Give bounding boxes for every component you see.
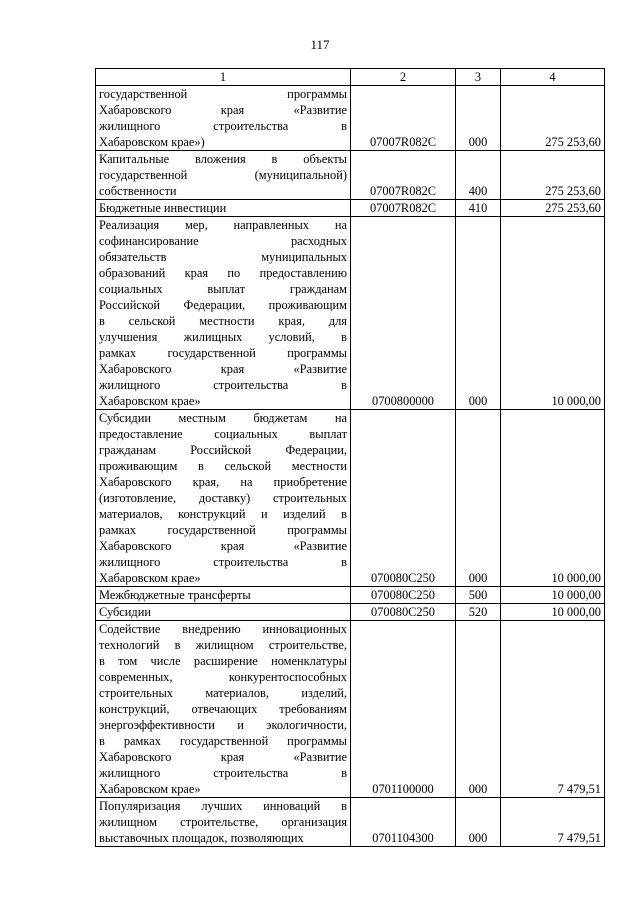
row-description [96,604,351,621]
table-row [96,86,605,151]
row-amount: 275 253,60 [501,151,605,200]
description-line: жилищного строительства в [99,119,347,133]
description-line: Капитальные вложения в объекты [99,152,347,166]
description-line: в сельской местности края, для [99,314,347,328]
description-line: Хабаровском крае» [99,782,201,796]
description-line: выставочных площадок, позволяющих [99,831,304,845]
header-col-2: 2 [351,69,456,86]
row-expense-type: 000 [456,798,501,847]
row-expense-type: 400 [456,151,501,200]
row-expense-type: 410 [456,200,501,217]
description-line: Хабаровском крае») [99,135,205,149]
row-target-code: 07007R082C [351,151,456,200]
row-amount: 10 000,00 [501,217,605,410]
row-expense-type: 000 [456,217,501,410]
description-line: Межбюджетные трансферты [99,588,251,602]
row-target-code: 0701104300 [351,798,456,847]
row-description [96,798,351,847]
table-row [96,217,605,410]
description-line: рамках государственной программы [99,523,347,537]
description-line: Хабаровского края, на приобретение [99,475,347,489]
row-description [96,86,351,151]
description-line: Реализация мер, направленных на [99,218,347,232]
row-target-code: 07007R082C [351,86,456,151]
table-row [96,798,605,847]
description-line: (изготовление, доставку) строительных [99,491,347,505]
description-line: Российской Федерации, проживающим [99,298,347,312]
description-line: материалов, конструкций и изделий в [99,507,347,521]
row-description [96,587,351,604]
table-row [96,621,605,798]
row-expense-type: 000 [456,621,501,798]
row-description [96,621,351,798]
row-description [96,151,351,200]
row-description [96,217,351,410]
description-line: государственной программы [99,87,347,101]
table-row [96,151,605,200]
row-expense-type: 520 [456,604,501,621]
page-number: 117 [310,37,330,52]
row-amount: 10 000,00 [501,587,605,604]
budget-table [95,68,605,847]
row-target-code: 070080С250 [351,410,456,587]
description-line: собственности [99,184,177,198]
description-line: жилищного строительства в [99,766,347,780]
description-line: софинансирование расходных [99,234,347,248]
row-amount: 275 253,60 [501,200,605,217]
description-line: жилищного строительства в [99,378,347,392]
description-line: энергоэффективности и экологичности, [99,718,347,732]
description-line: государственной (муниципальной) [99,168,347,182]
description-line: Субсидии местным бюджетам на [99,411,347,425]
table-header [96,69,605,86]
row-amount: 7 479,51 [501,621,605,798]
description-line: Бюджетные инвестиции [99,201,227,215]
header-col-3: 3 [456,69,501,86]
description-line: обязательств муниципальных [99,250,347,264]
description-line: строительных материалов, изделий, [99,686,347,700]
table-row [96,410,605,587]
description-line: в рамках государственной программы [99,734,347,748]
description-line: Содействие внедрению инновационных [99,622,347,636]
row-expense-type: 000 [456,86,501,151]
row-amount: 10 000,00 [501,410,605,587]
header-row [96,69,605,86]
description-line: Хабаровском крае» [99,394,201,408]
description-line: Хабаровского края «Развитие [99,539,347,553]
description-line: образований края по предоставлению [99,266,347,280]
description-line: Хабаровского края «Развитие [99,750,347,764]
description-line: в том числе расширение номенклатуры [99,654,347,668]
description-line: жилищном строительстве, организация [99,815,347,829]
row-target-code: 07007R082C [351,200,456,217]
row-description [96,410,351,587]
row-amount: 7 479,51 [501,798,605,847]
description-line: конструкций, отвечающих требованиям [99,702,347,716]
description-line: Популяризация лучших инноваций в [99,799,347,813]
header-col-4: 4 [501,69,605,86]
row-expense-type: 500 [456,587,501,604]
row-amount: 10 000,00 [501,604,605,621]
description-line: Хабаровского края «Развитие [99,103,347,117]
description-line: жилищного строительства в [99,555,347,569]
header-col-1: 1 [96,69,351,86]
row-target-code: 070080С250 [351,604,456,621]
description-line: предоставление социальных выплат [99,427,347,441]
table-body [96,86,605,847]
row-target-code: 070080С250 [351,587,456,604]
description-line: Хабаровском крае» [99,571,201,585]
description-line: Хабаровского края «Развитие [99,362,347,376]
table-row [96,200,605,217]
row-amount: 275 253,60 [501,86,605,151]
table-row [96,604,605,621]
description-line: Субсидии [99,605,151,619]
description-line: гражданам Российской Федерации, [99,443,347,457]
row-target-code: 0700800000 [351,217,456,410]
description-line: современных, конкурентоспособных [99,670,347,684]
row-description [96,200,351,217]
description-line: улучшения жилищных условий, в [99,330,347,344]
description-line: технологий в жилищном строительстве, [99,638,347,652]
description-line: проживающим в сельской местности [99,459,347,473]
table-row [96,587,605,604]
row-expense-type: 000 [456,410,501,587]
row-target-code: 0701100000 [351,621,456,798]
description-line: рамках государственной программы [99,346,347,360]
description-line: социальных выплат гражданам [99,282,347,296]
